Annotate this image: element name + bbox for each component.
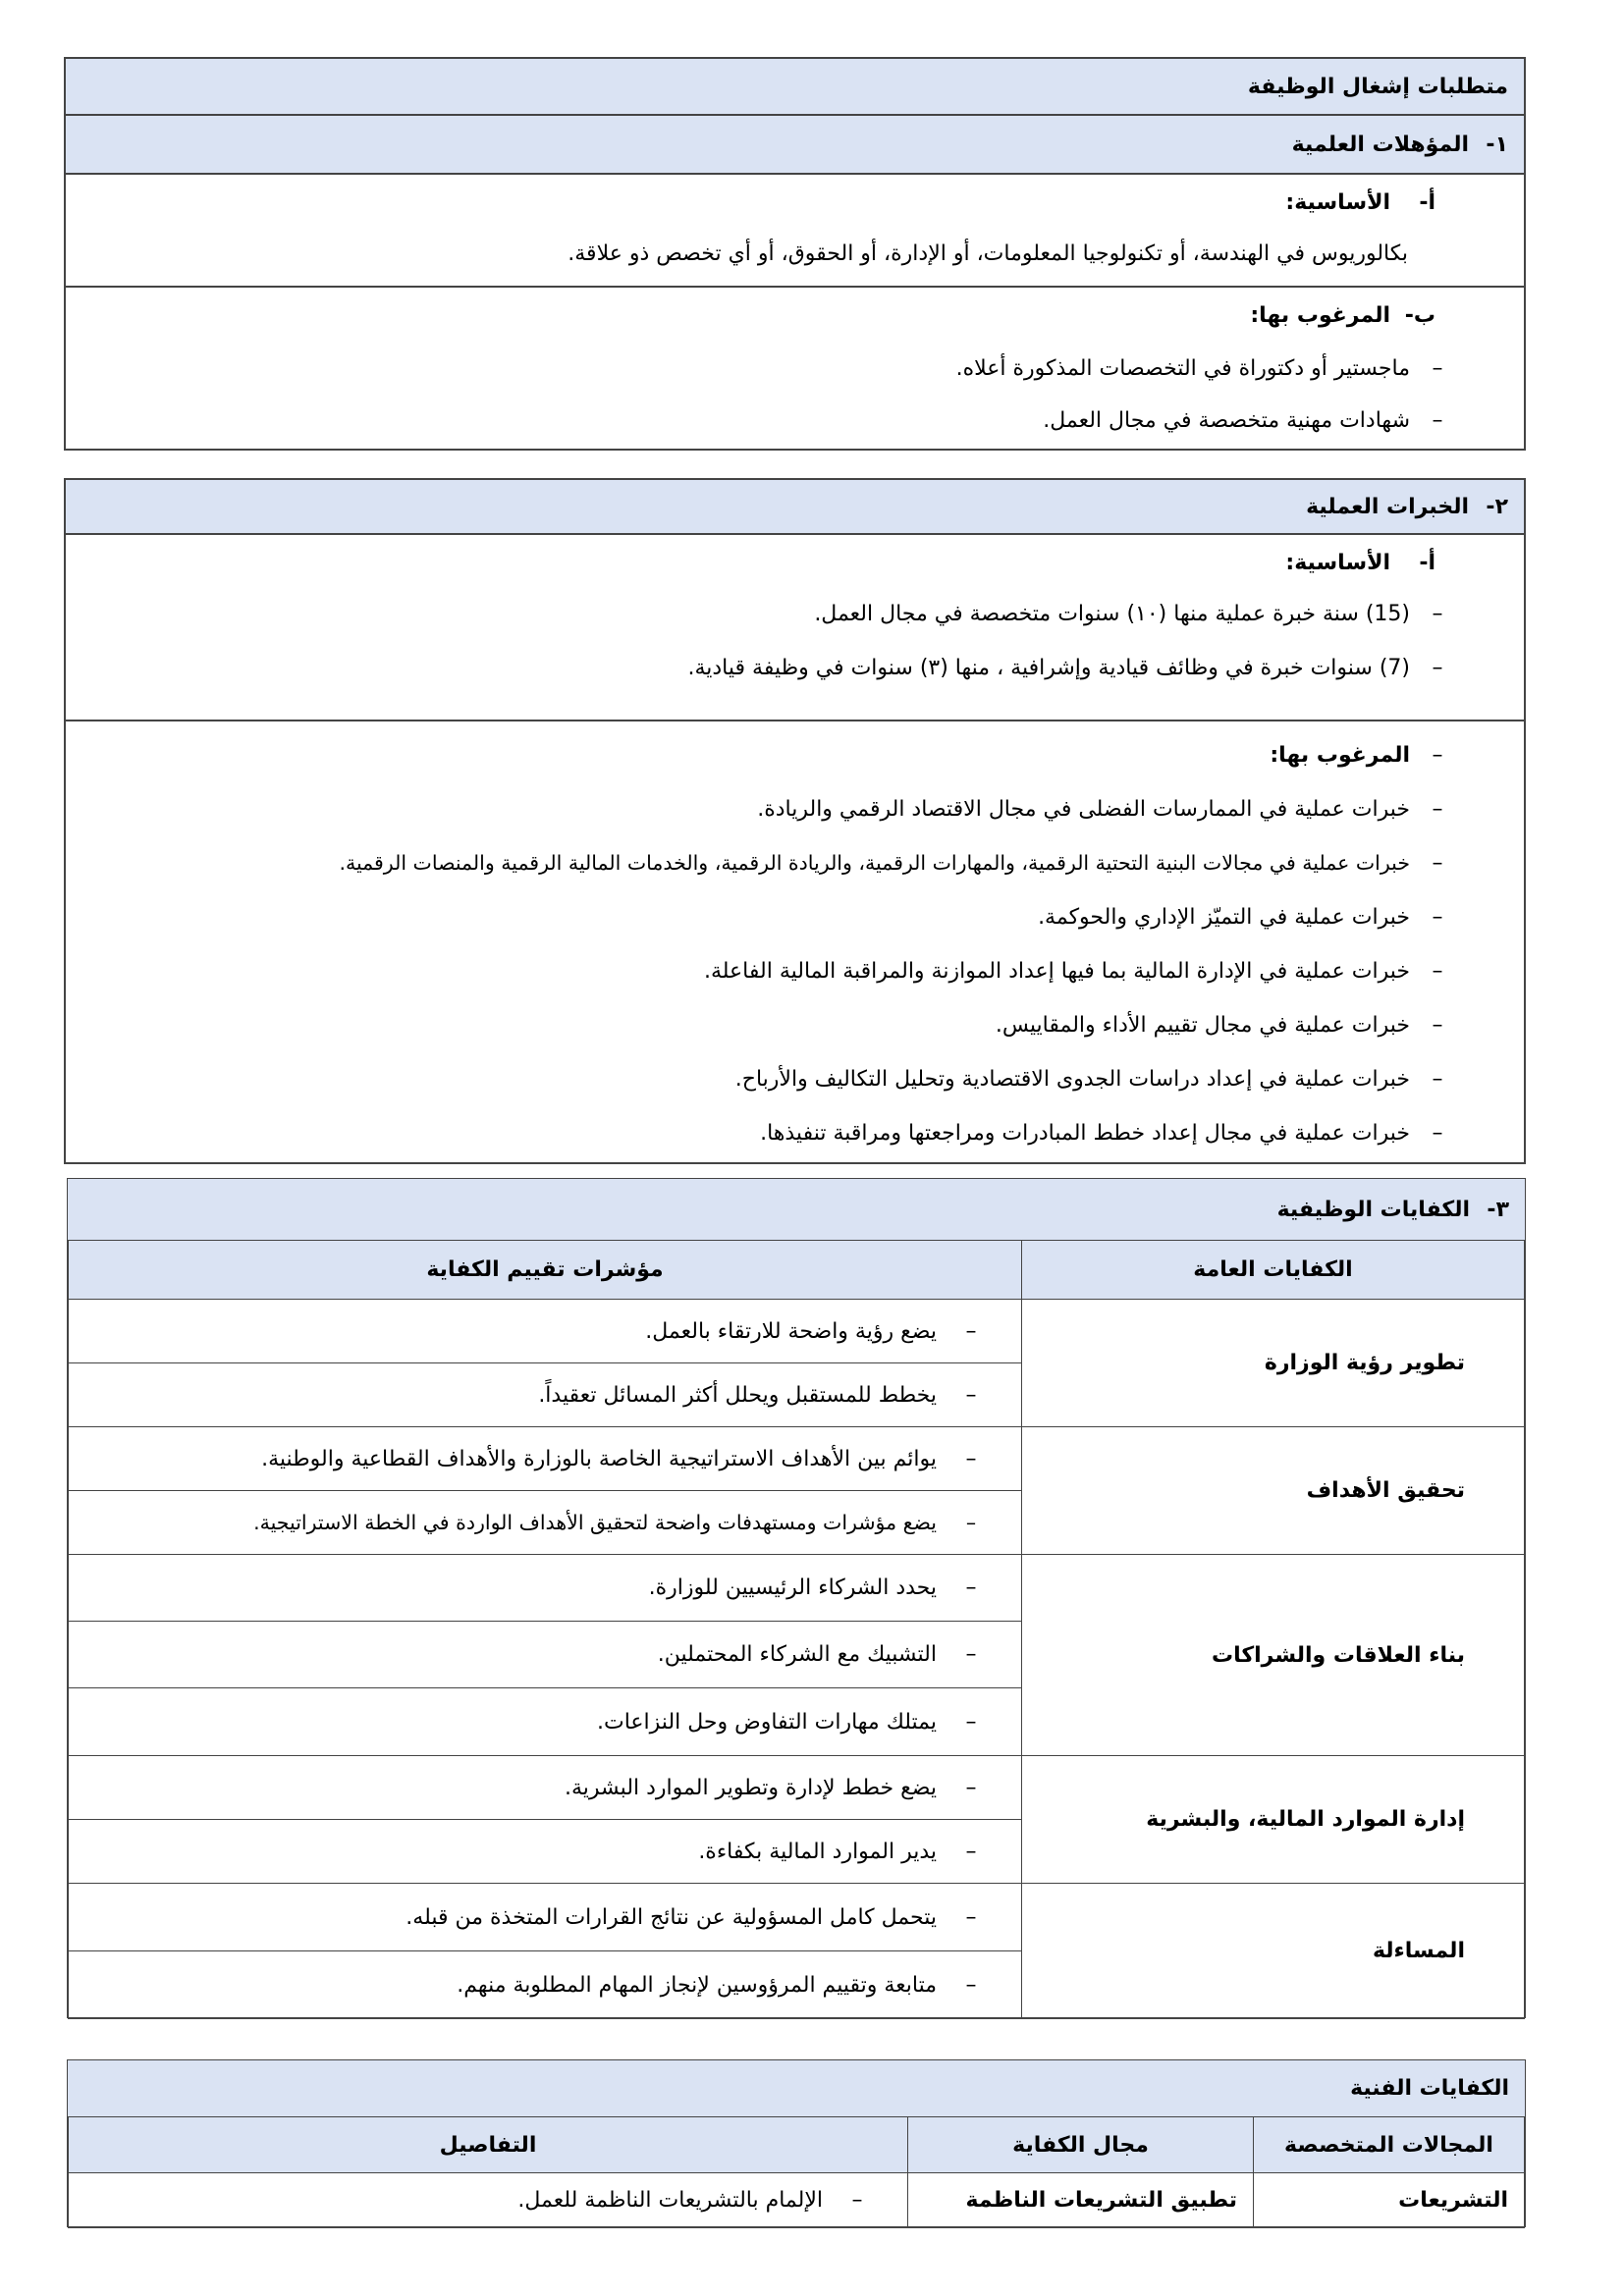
heading-number: ١- bbox=[1486, 132, 1508, 157]
list-item: خبرات عملية في الإدارة المالية بما فيها إعداد الموازنة والمراقبة المالية الفاعلة. bbox=[703, 958, 1410, 984]
column-header: الكفايات العامة bbox=[1022, 1241, 1525, 1300]
list-item: خبرات عملية في مجال إعداد خطط المبادرات ومراجعتها ومراقبة تنفيذها. bbox=[760, 1120, 1410, 1146]
preferred-qualification bbox=[66, 288, 1524, 449]
competency-area: تطبيق التشريعات الناظمة bbox=[908, 2173, 1254, 2228]
indicator: –يوائم بين الأهداف الاستراتيجية الخاصة بالوزارة والأهداف القطاعية والوطنية. bbox=[69, 1427, 1022, 1491]
indicator: –يخطط للمستقبل ويحلل أكثر المسائل تعقيداً. bbox=[69, 1363, 1022, 1427]
indicator: –يدير الموارد المالية بكفاءة. bbox=[69, 1820, 1022, 1884]
experience-heading bbox=[66, 480, 1524, 535]
competencies-table bbox=[68, 1240, 1525, 2019]
indicator: –التشبيك مع الشركاء المحتملين. bbox=[69, 1622, 1022, 1688]
competency-name: إدارة الموارد المالية، والبشرية bbox=[1022, 1756, 1525, 1884]
competency-detail: –الإلمام بالتشريعات الناظمة للعمل. bbox=[69, 2173, 908, 2228]
list-item: شهادات مهنية متخصصة في مجال العمل. bbox=[1043, 407, 1410, 433]
dash-bullet: – bbox=[1432, 850, 1443, 876]
competency-name: تطوير رؤية الوزارة bbox=[1022, 1300, 1525, 1427]
heading-text: الكفايات الوظيفية bbox=[1276, 1197, 1470, 1222]
qualifications-box bbox=[64, 57, 1526, 451]
list-item: خبرات عملية في مجال تقييم الأداء والمقاييس. bbox=[995, 1012, 1410, 1038]
competencies-heading bbox=[68, 1179, 1525, 1240]
list-item: خبرات عملية في الممارسات الفضلى في مجال الاقتصاد الرقمي والريادة. bbox=[757, 796, 1410, 822]
list-item: خبرات عملية في التميّز الإداري والحوكمة. bbox=[1038, 904, 1410, 930]
dash-bullet: – bbox=[1432, 742, 1443, 768]
dash-bullet: – bbox=[1432, 958, 1443, 984]
list-item: (15) سنة خبرة عملية منها (١٠) سنوات متخصصة في مجال العمل. bbox=[814, 601, 1410, 626]
section-label: ب-المرغوب بها: bbox=[1250, 302, 1435, 328]
specialized-field: التشريعات bbox=[1254, 2173, 1525, 2228]
dash-bullet: – bbox=[1432, 904, 1443, 930]
indicator: –يضع خطط لإدارة وتطوير الموارد البشرية. bbox=[69, 1756, 1022, 1820]
heading-number: ٢- bbox=[1486, 494, 1508, 519]
dash-bullet: – bbox=[1432, 355, 1443, 381]
competency-name: المساءلة bbox=[1022, 1884, 1525, 2019]
dash-bullet: – bbox=[1432, 796, 1443, 822]
indicator: –يحدد الشركاء الرئيسيين للوزارة. bbox=[69, 1555, 1022, 1622]
technical-heading: الكفايات الفنية bbox=[68, 2060, 1525, 2116]
competency-name: بناء العلاقات والشراكات bbox=[1022, 1555, 1525, 1756]
page-title: متطلبات إشغال الوظيفة bbox=[66, 59, 1524, 116]
dash-bullet: – bbox=[1432, 1066, 1443, 1092]
dash-bullet: – bbox=[1432, 655, 1443, 680]
competencies-box bbox=[67, 1178, 1526, 2018]
dash-bullet: – bbox=[1432, 1012, 1443, 1038]
qualification-text: بكالوريوس في الهندسة، أو تكنولوجيا المعلومات، أو الإدارة، أو الحقوق، أو أي تخصص ذو علاقة. bbox=[568, 240, 1408, 266]
column-header: مؤشرات تقييم الكفاية bbox=[69, 1241, 1022, 1300]
dash-bullet: – bbox=[1432, 1120, 1443, 1146]
column-header: مجال الكفاية bbox=[908, 2117, 1254, 2173]
indicator: –متابعة وتقييم المرؤوسين لإنجاز المهام المطلوبة منهم. bbox=[69, 1951, 1022, 2019]
list-item: (7) سنوات خبرة في وظائف قيادية وإشرافية ، منها (٣) سنوات في وظيفة قيادية. bbox=[687, 655, 1410, 680]
heading-number: ٣- bbox=[1487, 1197, 1509, 1222]
competency-name: تحقيق الأهداف bbox=[1022, 1427, 1525, 1555]
basic-experience bbox=[66, 535, 1524, 721]
section-label: أ-الأساسية: bbox=[1285, 189, 1435, 215]
technical-competencies-box bbox=[67, 2059, 1526, 2227]
heading-text: المؤهلات العلمية bbox=[1291, 132, 1469, 157]
dash-bullet: – bbox=[1432, 601, 1443, 626]
list-item: خبرات عملية في مجالات البنية التحتية الرقمية، والمهارات الرقمية، والريادة الرقمية، والخدمات المالية الرقمية والمنصات الرقمية. bbox=[339, 851, 1410, 875]
column-header: التفاصيل bbox=[69, 2117, 908, 2173]
qualifications-heading bbox=[66, 116, 1524, 175]
preferred-experience bbox=[66, 721, 1524, 1164]
column-header: المجالات المتخصصة bbox=[1254, 2117, 1525, 2173]
indicator: –يضع رؤية واضحة للارتقاء بالعمل. bbox=[69, 1300, 1022, 1363]
basic-qualification bbox=[66, 175, 1524, 288]
list-item: ماجستير أو دكتوراة في التخصصات المذكورة أعلاه. bbox=[955, 355, 1410, 381]
list-item: خبرات عملية في إعداد دراسات الجدوى الاقتصادية وتحليل التكاليف والأرباح. bbox=[734, 1066, 1410, 1092]
technical-table bbox=[68, 2116, 1525, 2228]
section-label: المرغوب بها: bbox=[1270, 742, 1410, 768]
heading-text: الخبرات العملية bbox=[1306, 494, 1469, 519]
dash-bullet: – bbox=[1432, 407, 1443, 433]
section-label: أ-الأساسية: bbox=[1285, 550, 1435, 575]
indicator: –يمتلك مهارات التفاوض وحل النزاعات. bbox=[69, 1688, 1022, 1756]
indicator: –يضع مؤشرات ومستهدفات واضحة لتحقيق الأهداف الواردة في الخطة الاستراتيجية. bbox=[69, 1491, 1022, 1555]
indicator: –يتحمل كامل المسؤولية عن نتائج القرارات المتخذة من قبله. bbox=[69, 1884, 1022, 1951]
experience-box bbox=[64, 478, 1526, 1164]
